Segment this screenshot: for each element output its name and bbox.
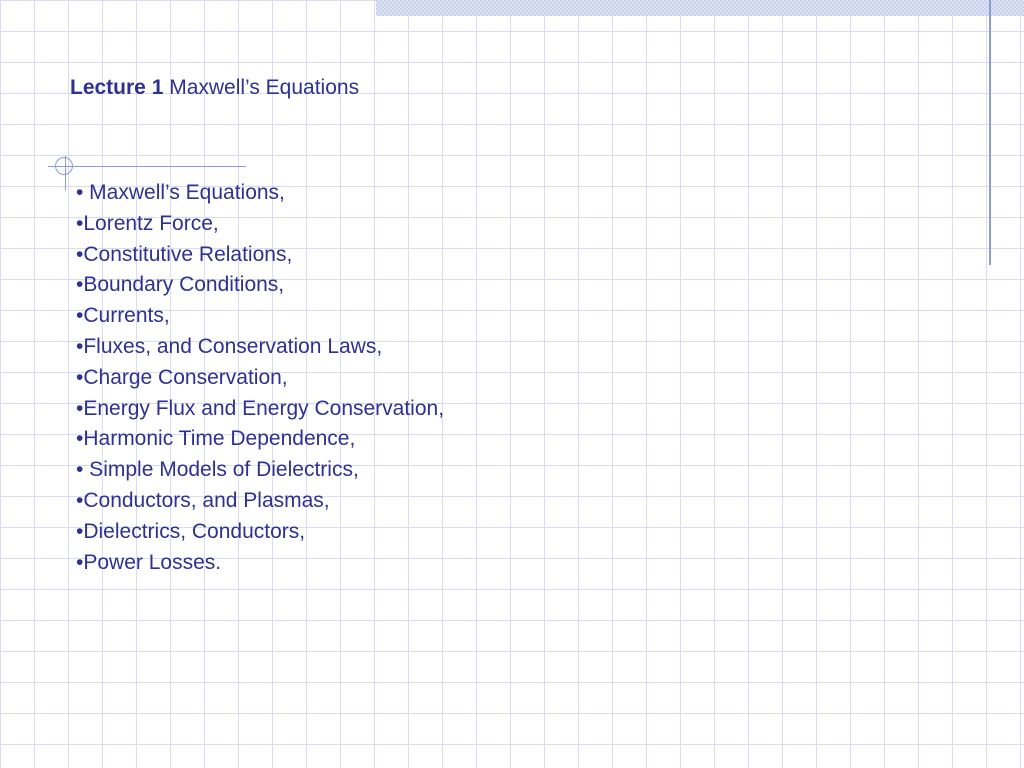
crosshair-circle-icon: [55, 157, 73, 175]
topic-item: •Fluxes, and Conservation Laws,: [76, 334, 383, 358]
topic-item: •Conductors, and Plasmas,: [76, 488, 330, 512]
topic-item: •Currents,: [76, 304, 170, 328]
topic-item: •Constitutive Relations,: [76, 242, 293, 266]
topic-item: •Lorentz Force,: [76, 211, 219, 235]
title-topic: Maxwell’s Equations: [163, 76, 360, 99]
topic-item: • Simple Models of Dielectrics,: [76, 458, 359, 482]
topic-item: • Maxwell’s Equations,: [76, 181, 285, 204]
topic-item: •Power Losses.: [76, 550, 222, 574]
topic-item: •Charge Conservation,: [76, 365, 288, 389]
slide-title: [70, 76, 359, 100]
title-lecture-number: Lecture 1: [70, 76, 164, 99]
topic-item: •Dielectrics, Conductors,: [76, 519, 306, 543]
topic-list: [76, 178, 444, 578]
right-vertical-rule: [989, 0, 991, 265]
top-decorative-bar: [376, 0, 1024, 16]
topic-item: •Harmonic Time Dependence,: [76, 427, 356, 451]
crosshair-horizontal-line: [48, 166, 246, 167]
topic-item: •Boundary Conditions,: [76, 273, 285, 297]
topic-item: •Energy Flux and Energy Conservation,: [76, 396, 445, 420]
